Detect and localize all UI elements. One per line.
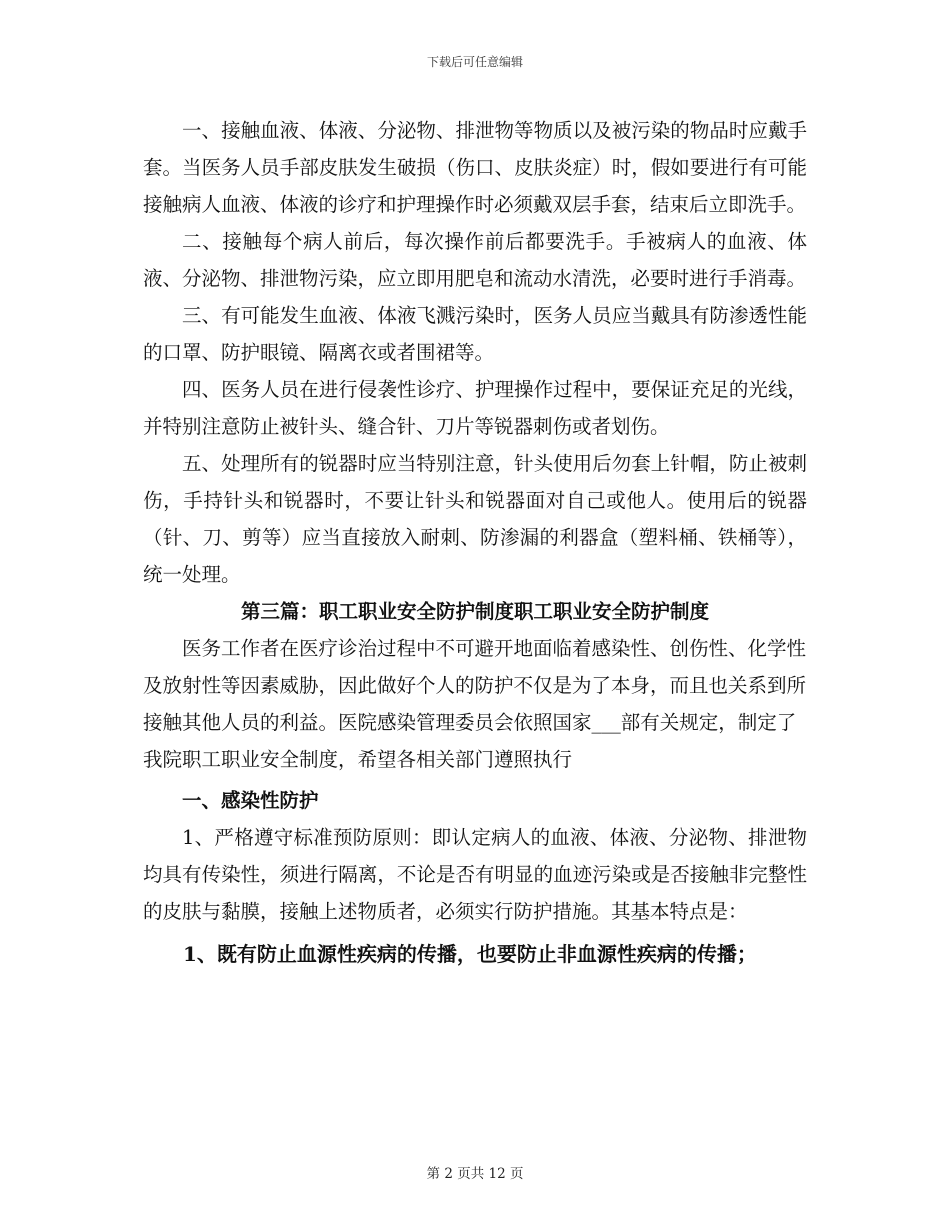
paragraph-standard-precautions: 1、严格遵守标准预防原则：即认定病人的血液、体液、分泌物、排泄物均具有传染性，须进行隔离，不论是否有明显的血迹污染或是否接触非完整性的皮肤与黏膜，接触上述物质者，必须实行防护措施。其基本特点是： [143, 826, 807, 923]
paragraph-invasive-procedures: 四、医务人员在进行侵袭性诊疗、护理操作过程中，要保证充足的光线，并特别注意防止被针头、缝合针、刀片等锐器刺伤或者划伤。 [143, 378, 807, 438]
section-title: 第三篇：职工职业安全防护制度职工职业安全防护制度 [240, 600, 709, 623]
page-header: 下载后可任意编辑 [426, 55, 523, 69]
document-body [143, 112, 807, 973]
paragraph-splash-protection: 三、有可能发生血液、体液飞溅污染时，医务人员应当戴具有防渗透性能的口罩、防护眼镜、隔离衣或者围裙等。 [143, 304, 807, 364]
subheading-infection-protection: 一、感染性防护 [182, 789, 319, 812]
page-number: 第 2 页共 12 页 [426, 1166, 524, 1182]
paragraph-handwashing: 二、接触每个病人前后，每次操作前后都要洗手。手被病人的血液、体液、分泌物、排泄物污染，应立即用肥皂和流动水清洗，必要时进行手消毒。 [143, 230, 807, 290]
paragraph-sharps-handling: 五、处理所有的锐器时应当特别注意，针头使用后勿套上针帽，防止被刺伤，手持针头和锐器时，不要让针头和锐器面对自己或他人。使用后的锐器（针、刀、剪等）应当直接放入耐刺、防渗漏的利器盒（塑料桶、铁桶等），统一处理。 [143, 452, 807, 586]
paragraph-bloodborne-bold: 1、既有防止血源性疾病的传播，也要防止非血源性疾病的传播； [183, 942, 757, 966]
paragraph-gloves: 一、接触血液、体液、分泌物、排泄物等物质以及被污染的物品时应戴手套。当医务人员手部皮肤发生破损（伤口、皮肤炎症）时，假如要进行有可能接触病人血液、体液的诊疗和护理操作时必须戴双层手套，结束后立即洗手。 [143, 119, 807, 216]
paragraph-intro: 医务工作者在医疗诊治过程中不可避开地面临着感染性、创伤性、化学性及放射性等因素威胁，因此做好个人的防护不仅是为了本身，而且也关系到所接触其他人员的利益。医院感染管理委员会依照国家___部有关规定，制定了我院职工职业安全制度，希望各相关部门遵照执行 [143, 637, 807, 771]
